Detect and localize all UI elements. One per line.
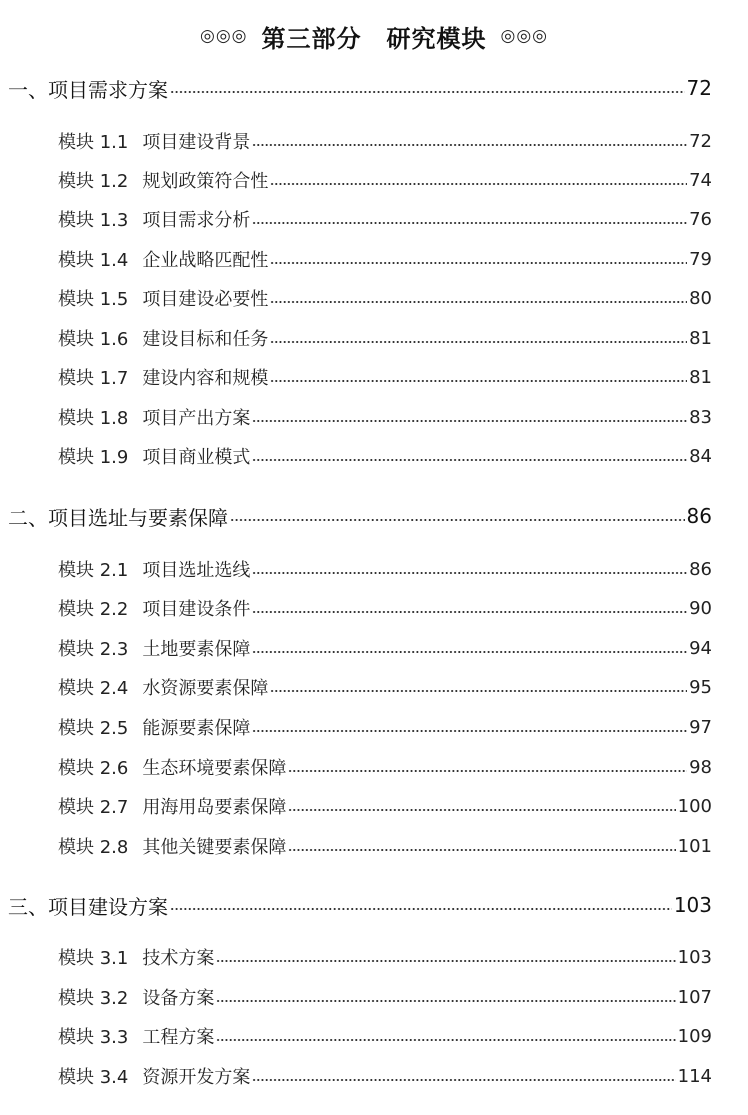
dot-leader — [288, 849, 675, 851]
toc-module-2-6[interactable] — [58, 751, 712, 783]
toc-module-1-9[interactable] — [58, 440, 712, 472]
module-page: 80 — [689, 287, 712, 309]
module-number: 模块 3.2 — [58, 988, 129, 1009]
module-page: 94 — [689, 637, 712, 659]
toc-module-1-7[interactable] — [58, 361, 712, 393]
toc-section-3[interactable] — [8, 889, 712, 921]
module-number: 模块 2.4 — [58, 678, 129, 699]
module-title: 工程方案 — [142, 1027, 215, 1048]
dot-leader — [252, 572, 687, 574]
part-title-text: 第三部分 研究模块 — [261, 24, 487, 53]
module-number: 模块 3.3 — [58, 1027, 129, 1048]
dot-leader — [252, 730, 687, 732]
toc-module-2-7[interactable] — [58, 790, 712, 822]
module-page: 84 — [689, 445, 712, 467]
section-page: 103 — [673, 893, 712, 917]
module-number: 模块 2.7 — [58, 797, 129, 818]
module-number: 模块 1.4 — [58, 250, 129, 271]
module-number: 模块 1.8 — [58, 408, 129, 429]
dot-leader — [252, 420, 687, 422]
dot-leader — [270, 690, 687, 692]
dot-leader — [252, 222, 687, 224]
dot-leader — [252, 651, 687, 653]
module-title: 企业战略匹配性 — [142, 250, 269, 271]
section-label: 一、项目需求方案 — [8, 77, 168, 102]
module-title: 能源要素保障 — [142, 718, 251, 739]
module-number: 模块 2.5 — [58, 718, 129, 739]
module-page: 81 — [689, 366, 712, 388]
module-title: 项目需求分析 — [142, 210, 251, 231]
module-title: 技术方案 — [142, 948, 215, 969]
module-page: 79 — [689, 248, 712, 270]
toc-module-1-2[interactable] — [58, 164, 712, 196]
dot-leader — [270, 301, 687, 303]
module-title: 其他关键要素保障 — [142, 837, 287, 858]
dot-leader — [270, 262, 687, 264]
module-page: 90 — [689, 597, 712, 619]
toc-module-2-2[interactable] — [58, 592, 712, 624]
module-page: 81 — [689, 327, 712, 349]
toc-module-3-2[interactable] — [58, 981, 712, 1013]
toc-module-1-6[interactable] — [58, 322, 712, 354]
module-page: 114 — [677, 1065, 712, 1087]
module-number: 模块 1.5 — [58, 289, 129, 310]
dot-leader — [288, 770, 687, 772]
module-number: 模块 2.8 — [58, 837, 129, 858]
dot-leader — [252, 611, 687, 613]
toc-module-2-4[interactable] — [58, 671, 712, 703]
module-number: 模块 3.4 — [58, 1067, 129, 1088]
toc-module-2-8[interactable] — [58, 830, 712, 862]
module-number: 模块 3.1 — [58, 948, 129, 969]
module-number: 模块 1.7 — [58, 368, 129, 389]
module-title: 水资源要素保障 — [142, 678, 269, 699]
toc-module-1-1[interactable] — [58, 125, 712, 157]
module-page: 103 — [677, 946, 712, 968]
module-number: 模块 1.6 — [58, 329, 129, 350]
module-number: 模块 2.6 — [58, 758, 129, 779]
part-title — [0, 16, 748, 56]
module-page: 86 — [689, 558, 712, 580]
toc-section-2[interactable] — [8, 500, 712, 532]
section-label: 二、项目选址与要素保障 — [8, 505, 228, 530]
module-title: 项目建设条件 — [142, 599, 251, 620]
module-title: 项目选址选线 — [142, 560, 251, 581]
dot-leader — [270, 183, 687, 185]
module-page: 76 — [689, 208, 712, 230]
module-title: 规划政策符合性 — [142, 171, 269, 192]
dot-leader — [288, 809, 675, 811]
module-title: 项目建设必要性 — [142, 289, 269, 310]
toc-module-2-5[interactable] — [58, 711, 712, 743]
module-number: 模块 1.9 — [58, 447, 129, 468]
section-label: 三、项目建设方案 — [8, 894, 168, 919]
module-page: 95 — [689, 676, 712, 698]
module-number: 模块 2.1 — [58, 560, 129, 581]
module-page: 97 — [689, 716, 712, 738]
toc-module-1-5[interactable] — [58, 282, 712, 314]
module-title: 设备方案 — [142, 988, 215, 1009]
dot-leader — [216, 1039, 675, 1041]
module-page: 109 — [677, 1025, 712, 1047]
module-title: 建设目标和任务 — [142, 329, 269, 350]
module-page: 100 — [677, 795, 712, 817]
toc-section-1[interactable] — [8, 72, 712, 104]
module-title: 项目产出方案 — [142, 408, 251, 429]
module-page: 72 — [689, 130, 712, 152]
dot-leader — [252, 459, 687, 461]
module-number: 模块 1.3 — [58, 210, 129, 231]
toc-module-1-8[interactable] — [58, 401, 712, 433]
module-title: 项目商业模式 — [142, 447, 251, 468]
module-page: 98 — [689, 756, 712, 778]
toc-module-2-1[interactable] — [58, 553, 712, 585]
toc-module-3-1[interactable] — [58, 941, 712, 973]
toc-module-1-3[interactable] — [58, 203, 712, 235]
module-title: 生态环境要素保障 — [142, 758, 287, 779]
toc-module-1-4[interactable] — [58, 243, 712, 275]
module-number: 模块 1.2 — [58, 171, 129, 192]
section-page: 72 — [686, 76, 712, 100]
module-page: 83 — [689, 406, 712, 428]
toc-module-3-4[interactable] — [58, 1060, 712, 1092]
section-page: 86 — [686, 504, 712, 528]
module-title: 用海用岛要素保障 — [142, 797, 287, 818]
dot-leader — [270, 341, 687, 343]
toc-module-2-3[interactable] — [58, 632, 712, 664]
module-title: 建设内容和规模 — [142, 368, 269, 389]
decor-left: ◎◎◎ — [199, 26, 248, 46]
module-title: 资源开发方案 — [142, 1067, 251, 1088]
dot-leader — [170, 908, 672, 910]
module-number: 模块 2.2 — [58, 599, 129, 620]
module-title: 土地要素保障 — [142, 639, 251, 660]
dot-leader — [252, 1079, 675, 1081]
module-number: 模块 2.3 — [58, 639, 129, 660]
module-page: 107 — [677, 986, 712, 1008]
decor-right: ◎◎◎ — [500, 26, 549, 46]
dot-leader — [216, 960, 675, 962]
toc-module-3-3[interactable] — [58, 1020, 712, 1052]
module-page: 101 — [677, 835, 712, 857]
module-number: 模块 1.1 — [58, 132, 129, 153]
dot-leader — [216, 1000, 675, 1002]
dot-leader — [270, 380, 687, 382]
dot-leader — [252, 144, 687, 146]
module-title: 项目建设背景 — [142, 132, 251, 153]
dot-leader — [230, 519, 685, 521]
module-page: 74 — [689, 169, 712, 191]
dot-leader — [170, 91, 685, 93]
